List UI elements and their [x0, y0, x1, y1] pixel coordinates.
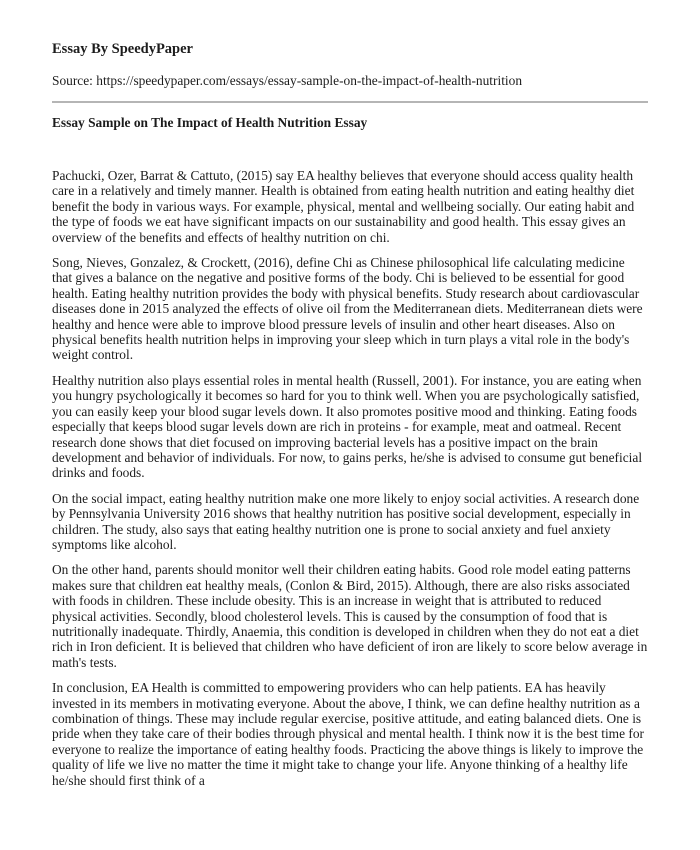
paragraph-2: Song, Nieves, Gonzalez, & Crockett, (2016), define Chi as Chinese philosophical life calculating medicine that gives a balance on the negative and positive forms of the body. Chi is believed to be essential for good health. Eating healthy nutrition provides the body with physical benefits. Study research about cardiovascular diseases done in 2015 analyzed the effects of olive oil from the Mediterranean diets. Mediterranean diets were healthy and hence were able to improve blood pressure levels of insulin and other heart diseases. Also on physical benefits health nutrition helps in improving your sleep which in turn plays a vital role in the body's weight control.: [52, 255, 643, 363]
source-line: Source: https://speedypaper.com/essays/essay-sample-on-the-impact-of-health-nutrition: [52, 73, 523, 88]
paragraph-5: On the other hand, parents should monitor well their children eating habits. Good role model eating patterns makes sure that children eat healthy meals, (Conlon & Bird, 2015). Although, there are also risks associated with foods in children. These include obesity. This is an increase in weight that is attributed to reduced physical activities. Secondly, blood cholesterol levels. This is caused by the consumption of food that is nutritionally inadequate. Thirdly, Anaemia, this condition is developed in children when they do not eat a diet rich in Iron deficient. It is believed that children who have deficient of iron are likely to score below average in math's tests.: [52, 562, 648, 670]
paragraph-6: In conclusion, EA Health is committed to empowering providers who can help patients. EA has heavily invested in its members in motivating everyone. About the above, I think, we can define healthy nutrition as a combination of things. These may include regular exercise, positive attitude, and eating balanced diets. One is pride when they take care of their bodies through physical and mental health. I think now it is the best time for everyone to realize the importance of eating healthy foods. Practicing the above things is likely to improve the quality of life we live no matter the time it might take to change your life. Anyone thinking of a healthy life he/she should first think of a: [52, 680, 644, 788]
divider: [52, 101, 648, 103]
paragraph-4: On the social impact, eating healthy nutrition make one more likely to enjoy social activities. A research done by Pennsylvania University 2016 shows that healthy nutrition has positive social development, especially in children. The study, also says that eating healthy nutrition one is prone to social anxiety and fuel anxiety symptoms like alcohol.: [52, 490, 640, 552]
paragraph-1: Pachucki, Ozer, Barrat & Cattuto, (2015) say EA healthy believes that everyone should access quality health care in a relatively and timely manner. Health is obtained from eating health nutrition and eating healthy diet benefit the body in various ways. For example, physical, mental and wellbeing socially. Our eating habit and the type of foods we eat have significant impacts on our sustainability and good health. This essay gives an overview of the benefits and effects of healthy nutrition on chi.: [52, 168, 635, 245]
paragraph-3: Healthy nutrition also plays essential roles in mental health (Russell, 2001). For instance, you are eating when you hungry psychologically it becomes so hard for you to think well. When you are psychologically satisfied, you can easily keep your blood sugar levels down. It also promotes positive mood and thinking. Eating foods especially that keeps blood sugar levels down are rich in proteins - for example, meat and oatmeal. Recent research done shows that diet focused on improving bacterial levels has a positive impact on the brain development and behavior of individuals. For now, to gains perks, he/she is advised to consume gut beneficial drinks and foods.: [52, 372, 643, 481]
brand-heading: Essay By SpeedyPaper: [52, 41, 193, 57]
essay-title: Essay Sample on The Impact of Health Nutrition Essay: [52, 115, 368, 130]
essay-body: [52, 168, 648, 788]
